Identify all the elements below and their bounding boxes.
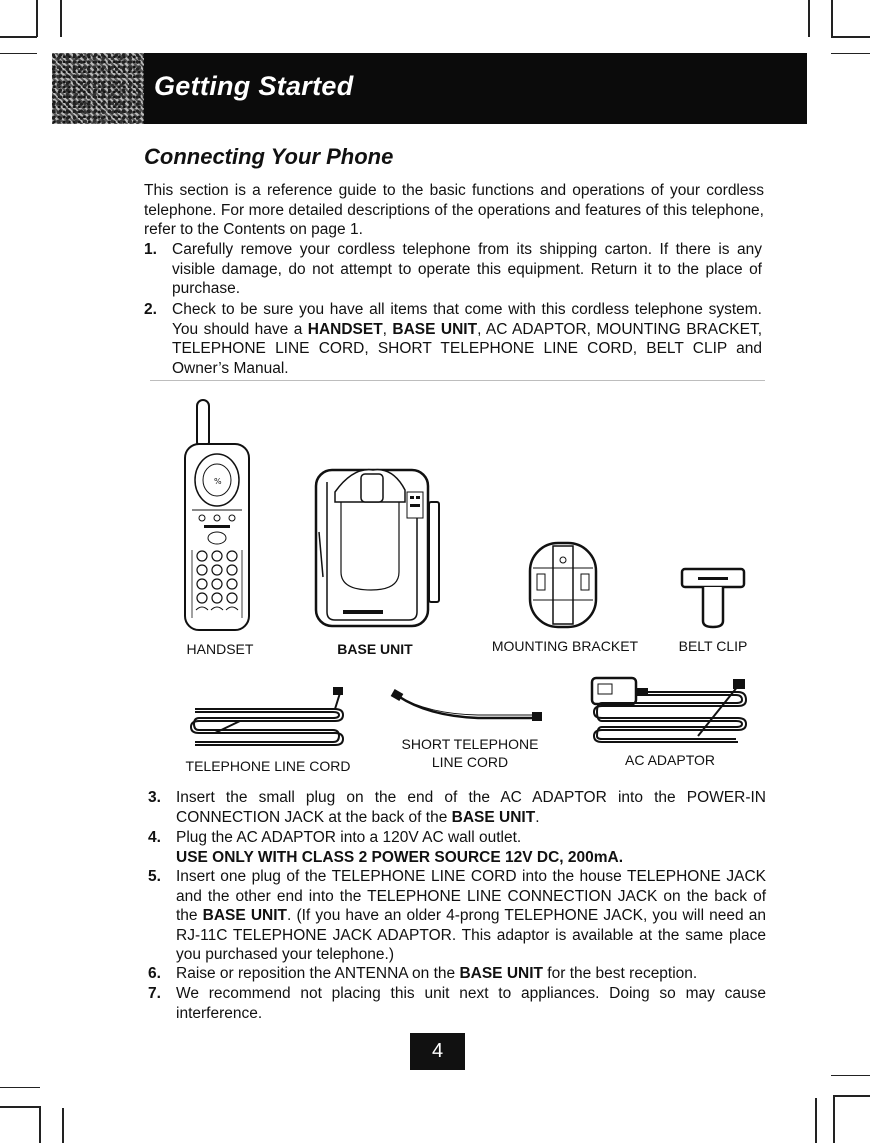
- step-text: Insert the small plug on the end of the AC ADAPTOR into the POWER-IN CONNECTION JACK at the back of the: [176, 789, 766, 826]
- step-bold-term: BASE UNIT: [451, 808, 536, 826]
- mounting-bracket-illustration: [527, 540, 599, 630]
- step-bold-term: BASE UNIT: [459, 965, 543, 982]
- crop-mark: [815, 1098, 817, 1143]
- crop-mark: [36, 0, 38, 37]
- step-warning: USE ONLY WITH CLASS 2 POWER SOURCE 12V DC, 200mA.: [176, 848, 624, 866]
- crop-mark: [831, 0, 833, 37]
- step-3: [148, 788, 766, 827]
- step-bold-term: HANDSET: [307, 320, 383, 338]
- step-4: [148, 828, 766, 867]
- crop-mark: [831, 1075, 870, 1076]
- step-text: ,: [382, 320, 393, 338]
- crop-mark: [833, 1095, 870, 1097]
- telephone-line-cord-illustration: [185, 685, 350, 750]
- crop-mark: [0, 1106, 40, 1108]
- handset-illustration: [180, 398, 255, 633]
- page-title: Getting Started: [154, 71, 354, 101]
- step-1: [144, 240, 762, 299]
- step-number: 4.: [148, 829, 161, 846]
- caption-telephone-line-cord: TELEPHONE LINE CORD: [185, 758, 351, 774]
- step-number: 2.: [144, 301, 157, 318]
- step-text: , AC ADAPTOR, MOUNTING BRACKET, TELEPHONE LINE CORD, SHORT TELEPHONE LINE CORD, BELT CLIP and Owner’s Manual.: [172, 320, 762, 377]
- step-2: [144, 300, 762, 378]
- caption-belt-clip: BELT CLIP: [678, 638, 748, 654]
- step-number: 7.: [148, 985, 161, 1002]
- divider: [150, 380, 765, 381]
- step-number: 1.: [144, 241, 157, 258]
- step-text: . (If you have an older 4-prong TELEPHONE JACK, you will need an RJ-11C TELEPHONE JACK ADAPTOR. This adaptor is available at the same place you purchased your telephone.): [176, 907, 766, 963]
- step-text: .: [535, 808, 540, 826]
- crop-mark: [0, 36, 37, 38]
- step-bold-term: BASE UNIT: [202, 907, 288, 924]
- short-cord-illustration: [388, 688, 548, 728]
- crop-mark: [808, 0, 810, 37]
- step-text: Carefully remove your cordless telephone from its shipping carton. If there is any visible damage, do not attempt to operate this equipment. Return it to the place of purchase.: [172, 241, 762, 297]
- belt-clip-illustration: [678, 565, 748, 630]
- step-bold-term: BASE UNIT: [392, 320, 478, 338]
- header-banner: [52, 53, 807, 124]
- base-unit-illustration: [313, 462, 443, 630]
- caption-ac-adaptor: AC ADAPTOR: [625, 752, 715, 768]
- caption-short-cord-line2: LINE CORD: [431, 754, 509, 770]
- step-text: Check to be sure you have all items that come with this cordless telephone system. You should have a: [172, 301, 762, 338]
- svg-text:%: %: [214, 477, 222, 486]
- step-text: for the best reception.: [543, 965, 698, 982]
- crop-mark: [0, 53, 37, 54]
- section-title: Connecting Your Phone: [144, 144, 394, 169]
- step-number: 5.: [148, 868, 161, 885]
- step-text: We recommend not placing this unit next to appliances. Doing so may cause interference.: [176, 985, 766, 1022]
- caption-base-unit: BASE UNIT: [337, 641, 413, 657]
- crop-mark: [831, 53, 870, 54]
- crop-mark: [60, 0, 62, 37]
- intro-paragraph: This section is a reference guide to the basic functions and operations of your cordless telephone. For more detailed descriptions of the operations and features of this telephone, refer to the Contents on page 1.: [144, 182, 764, 238]
- step-text: Plug the AC ADAPTOR into a 120V AC wall outlet.: [176, 829, 522, 846]
- ac-adaptor-illustration: [588, 674, 753, 749]
- crop-mark: [0, 1087, 40, 1088]
- step-number: 6.: [148, 965, 161, 982]
- step-5: [148, 867, 766, 965]
- caption-mounting-bracket: MOUNTING BRACKET: [491, 638, 639, 654]
- step-7: [148, 984, 766, 1023]
- step-text: Insert one plug of the TELEPHONE LINE CORD into the house TELEPHONE JACK and the other end into the TELEPHONE LINE CONNECTION JACK on the back of the: [176, 868, 766, 924]
- step-number: 3.: [148, 789, 161, 806]
- page-number: 4: [410, 1033, 465, 1070]
- step-text: Raise or reposition the ANTENNA on the: [176, 965, 460, 982]
- crop-mark: [39, 1106, 41, 1143]
- crop-mark: [62, 1108, 64, 1143]
- caption-handset: HANDSET: [186, 641, 254, 657]
- crop-mark: [831, 36, 870, 38]
- banner-texture: [52, 53, 144, 124]
- step-6: [148, 964, 766, 984]
- caption-short-cord-line1: SHORT TELEPHONE: [401, 736, 539, 752]
- crop-mark: [833, 1095, 835, 1143]
